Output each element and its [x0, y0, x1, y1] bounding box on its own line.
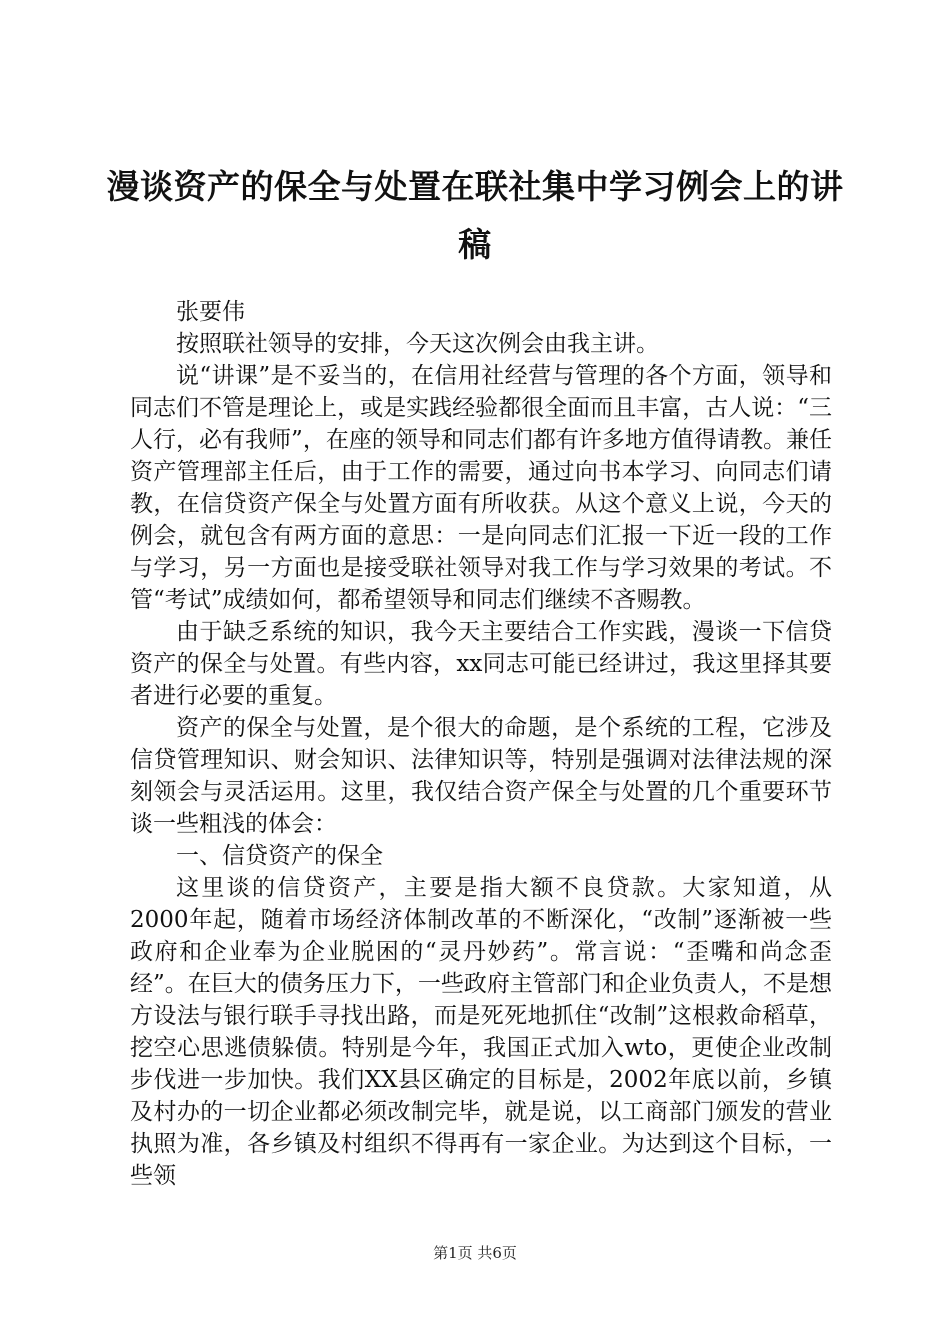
- document-body: [130, 296, 832, 1192]
- paragraph: 资产的保全与处置，是个很大的命题，是个系统的工程，它涉及信贷管理知识、财会知识、法律知识等，特别是强调对法律法规的深刻领会与灵活运用。这里，我仅结合资产保全与处置的几个重要环节谈一些粗浅的体会：: [130, 715, 832, 837]
- section-heading: 一、信贷资产的保全: [176, 843, 383, 869]
- paragraph: 由于缺乏系统的知识，我今天主要结合工作实践，漫谈一下信贷资产的保全与处置。有些内容，xx同志可能已经讲过，我这里择其要者进行必要的重复。: [130, 619, 832, 709]
- author-name: 张要伟: [176, 299, 245, 325]
- document-title: 漫谈资产的保全与处置在联社集中学习例会上的讲稿: [106, 167, 844, 264]
- paragraph: 按照联社领导的安排，今天这次例会由我主讲。: [176, 331, 659, 357]
- paragraph: 说“讲课”是不妥当的，在信用社经营与管理的各个方面，领导和同志们不管是理论上，或是实践经验都很全面而且丰富，古人说：“三人行，必有我师”，在座的领导和同志们都有许多地方值得请教。兼任资产管理部主任后，由于工作的需要，通过向书本学习、向同志们请教，在信贷资产保全与处置方面有所收获。从这个意义上说，今天的例会，就包含有两方面的意思：一是向同志们汇报一下近一段的工作与学习，另一方面也是接受联社领导对我工作与学习效果的考试。不管“考试”成绩如何，都希望领导和同志们继续不吝赐教。: [130, 363, 832, 613]
- page-number-footer: 第1页 共6页: [433, 1244, 517, 1262]
- paragraph: 这里谈的信贷资产，主要是指大额不良贷款。大家知道，从2000年起，随着市场经济体制改革的不断深化，“改制”逐渐被一些政府和企业奉为企业脱困的“灵丹妙药”。常言说：“歪嘴和尚念歪经”。在巨大的债务压力下，一些政府主管部门和企业负责人，不是想方设法与银行联手寻找出路，而是死死地抓住“改制”这根救命稻草，挖空心思逃债躲债。特别是今年，我国正式加入wto，更使企业改制步伐进一步加快。我们XX县区确定的目标是，2002年底以前，乡镇及村办的一切企业都必须改制完毕，就是说，以工商部门颁发的营业执照为准，各乡镇及村组织不得再有一家企业。为达到这个目标，一些领: [130, 875, 832, 1189]
